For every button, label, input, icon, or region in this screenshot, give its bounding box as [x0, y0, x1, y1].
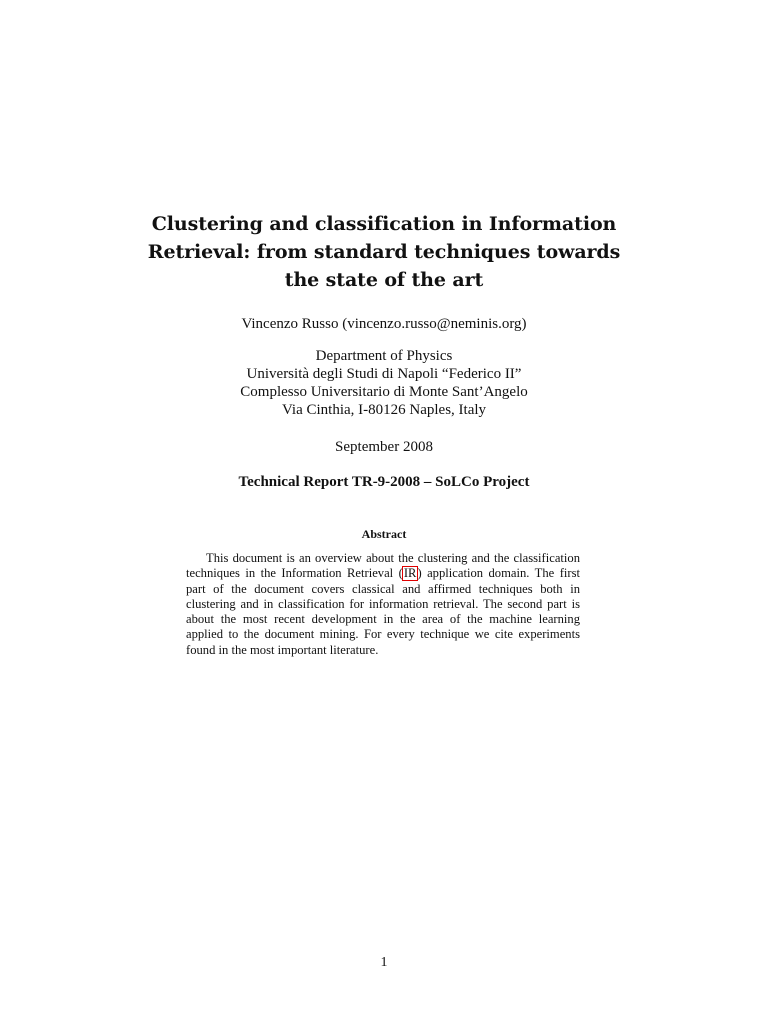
- abstract-heading: Abstract: [361, 527, 407, 541]
- technical-report-line: Technical Report TR-9-2008 – SoLCo Project: [238, 474, 530, 490]
- affiliation-line-1: Department of Physics: [315, 348, 453, 364]
- publication-date: September 2008: [335, 439, 433, 455]
- title-line-2: Retrieval: from standard techniques towards: [147, 241, 621, 263]
- affiliation-line-3: Complesso Universitario di Monte Sant’Angelo: [240, 384, 528, 400]
- paper-title: [120, 210, 648, 294]
- page-number: 1: [380, 955, 388, 970]
- ir-acronym-link[interactable]: IR: [403, 566, 417, 581]
- affiliation-line-2: Università degli Studi di Napoli “Federico II”: [246, 366, 522, 382]
- affiliation-line-4: Via Cinthia, I-80126 Naples, Italy: [281, 402, 487, 418]
- title-line-3: the state of the art: [284, 269, 484, 291]
- abstract-text-after: ) application domain. The first part of the document covers classical and affirmed techniques both in clustering and in classification for information retrieval. The second part is about the most recent development in the area of the machine learning applied to the document mining. For every technique we cite experiments found in the most important literature.: [186, 566, 580, 657]
- abstract-body: [186, 551, 580, 658]
- abstract-text-before: This document is an overview about the clustering and the classification techniques in the Information Retrieval (: [186, 551, 580, 581]
- affiliation-block: [120, 347, 648, 419]
- title-line-1: Clustering and classification in Information: [151, 213, 617, 235]
- author-line: Vincenzo Russo (vincenzo.russo@neminis.org): [241, 316, 527, 332]
